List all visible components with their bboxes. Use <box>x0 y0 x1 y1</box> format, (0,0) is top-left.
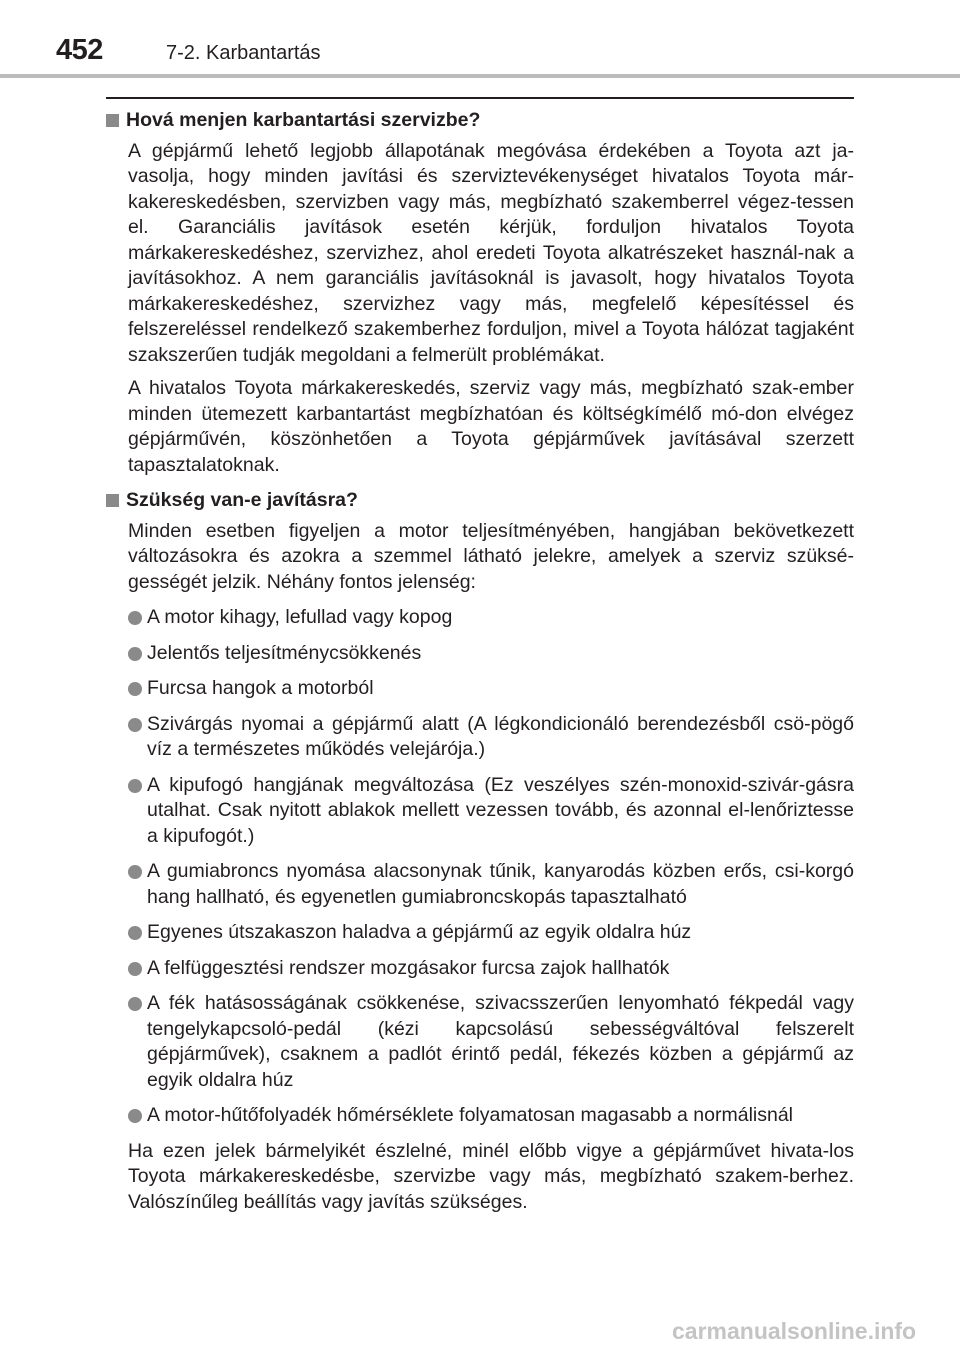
heading-text: Hová menjen karbantartási szervizbe? <box>126 109 481 131</box>
list-item <box>106 956 854 982</box>
list-item <box>106 859 854 910</box>
symptom-list <box>106 605 854 1129</box>
list-item <box>106 920 854 946</box>
list-item-text: A motor-hűtőfolyadék hőmérséklete folyamatosan magasabb a normálisnál <box>147 1104 794 1126</box>
circle-bullet-icon <box>128 1109 142 1123</box>
list-item-text: A kipufogó hangjának megváltozása (Ez veszélyes szén-monoxid-szivár-gásra utalhat. Csak nyitott ablakok mellett vezessen tovább, és azonnal el-lenőriztesse a kipufogót.) <box>147 773 854 847</box>
square-bullet-icon <box>106 494 119 507</box>
list-item <box>106 773 854 850</box>
section-title: 7-2. Karbantartás <box>166 42 321 64</box>
content-divider <box>106 97 854 99</box>
circle-bullet-icon <box>128 962 142 976</box>
list-item <box>106 991 854 1093</box>
outro-paragraph: Ha ezen jelek bármelyikét észlelné, minél előbb vigye a gépjárművet hivata-los Toyota márkakereskedésbe, szervizbe vagy más, megbízható szakem-berhez. Valószínűleg beállítás vagy javítás szükséges. <box>128 1139 854 1213</box>
list-item-text: A motor kihagy, lefullad vagy kopog <box>147 606 453 628</box>
list-item-text: Egyenes útszakaszon haladva a gépjármű az egyik oldalra húz <box>147 921 692 943</box>
paragraph: A gépjármű lehető legjobb állapotának megóvása érdekében a Toyota azt ja-vasolja, hogy minden javítási és szerviztevékenységet hivatalos Toyota már-kakereskedésben, szervizben vagy más, megbízható szakemberrel végez-tessen el. Garanciális javítások esetén kérjük, forduljon hivatalos Toyota márkakereskedéshez, szervizhez, ahol eredeti Toyota alkatrészeket használ-nak a javításokhoz. A nem garanciális javításoknál is javasolt, hogy hivatalos Toyota márkakereskedéshez, szervizhez vagy más, megfelelő képesítéssel és felszereléssel rendelkező szakemberhez forduljon, mivel a Toyota hálózat tagjaként szakszerűen tudják megoldani a felmerült problémákat. <box>128 139 854 366</box>
list-item-text: Furcsa hangok a motorból <box>147 677 374 699</box>
list-item <box>106 641 854 667</box>
circle-bullet-icon <box>128 647 142 661</box>
heading-text: Szükség van-e javításra? <box>126 489 358 511</box>
page-header <box>0 0 960 80</box>
page-number: 452 <box>56 34 103 66</box>
section-service-location <box>106 108 854 478</box>
list-item-text: A fék hatásosságának csökkenése, szivacsszerűen lenyomható fékpedál vagy tengelykapcsoló-pedál (kézi kapcsolású sebességváltóval felszerelt gépjárművek), csaknem a padlót érintő pedál, fékezés közben a gépjármű az egyik oldalra húz <box>147 992 854 1091</box>
header-divider <box>0 74 960 78</box>
watermark: carmanualsonline.info <box>672 1318 917 1344</box>
list-item <box>106 712 854 763</box>
list-item-text: A gumiabroncs nyomása alacsonynak tűnik, kanyarodás közben erős, csi-korgó hang hallható, és egyenetlen gumiabroncskopás tapasztalható <box>147 860 854 908</box>
list-item <box>106 605 854 631</box>
circle-bullet-icon <box>128 682 142 696</box>
list-item <box>106 1103 854 1129</box>
circle-bullet-icon <box>128 926 142 940</box>
paragraph: A hivatalos Toyota márkakereskedés, szerviz vagy más, megbízható szak-ember minden ütemezett karbantartást megbízhatóan és költségkímélő mó-don elvégez gépjárművén, köszönhetően a Toyota gépjárművek javításával szerzett tapasztalatoknak. <box>128 377 854 476</box>
circle-bullet-icon <box>128 611 142 625</box>
section-heading <box>106 488 854 514</box>
list-item-text: Szivárgás nyomai a gépjármű alatt (A légkondicionáló berendezésből csö-pögő víz a természetes működés velejárója.) <box>147 712 854 760</box>
page-content <box>106 108 854 1215</box>
section-heading <box>106 108 854 134</box>
list-item-text: Jelentős teljesítménycsökkenés <box>147 641 422 664</box>
circle-bullet-icon <box>128 779 142 793</box>
list-item-text: A felfüggesztési rendszer mozgásakor furcsa zajok hallhatók <box>147 956 670 979</box>
section-repair-needed <box>106 488 854 1215</box>
circle-bullet-icon <box>128 865 142 879</box>
square-bullet-icon <box>106 114 119 127</box>
circle-bullet-icon <box>128 718 142 732</box>
intro-paragraph: Minden esetben figyeljen a motor teljesítményében, hangjában bekövetkezett változásokra és azokra a szemmel látható jelekre, amelyek a szerviz szüksé-gességét jelzik. Néhány fontos jelenség: <box>128 519 854 593</box>
circle-bullet-icon <box>128 997 142 1011</box>
list-item <box>106 676 854 702</box>
